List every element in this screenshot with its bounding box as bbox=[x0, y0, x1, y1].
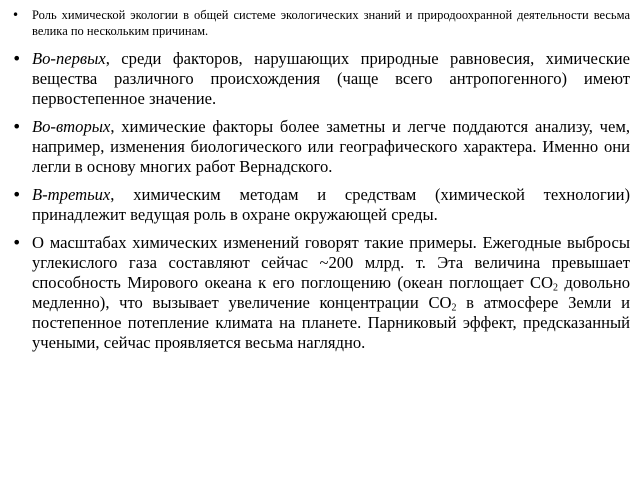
bullet-item-examples bbox=[10, 233, 630, 353]
subscript: 2 bbox=[451, 302, 457, 314]
bullet-icon: • bbox=[12, 233, 22, 252]
bullet-text-part: довольно медленно), что вызывает увеличение концентрации CO bbox=[32, 273, 630, 312]
bullet-icon: • bbox=[12, 49, 22, 68]
subscript: 2 bbox=[553, 282, 559, 294]
bullet-item-intro bbox=[10, 7, 630, 39]
bullet-text: , среди факторов, нарушающих природные равновесия, химические вещества различного происхождения (чаще всего антропогенного) имеют первостепенное значение. bbox=[32, 49, 630, 108]
bullet-text-part: в атмосфере Земли и постепенное потепление климата на планете. Парниковый эффект, предсказанный учеными, сейчас проявляется весьма наглядно. bbox=[32, 293, 630, 352]
bullet-list bbox=[10, 7, 630, 353]
bullet-item-third bbox=[10, 185, 630, 225]
bullet-icon: • bbox=[12, 117, 22, 136]
bullet-item-first bbox=[10, 49, 630, 109]
bullet-text-part: О масштабах химических изменений говорят такие примеры. Ежегодные выбросы углекислого газа составляют сейчас ~200 млрд. т. Эта величина превышает способность Мирового океана к его поглощению (океан поглощает CO bbox=[32, 233, 630, 292]
bullet-text: , химические факторы более заметны и легче поддаются анализу, чем, например, изменения биологического или географического характера. Именно они легли в основу многих работ Вернадского. bbox=[32, 117, 630, 176]
bullet-text: , химическим методам и средствам (химической технологии) принадлежит ведущая роль в охране окружающей среды. bbox=[32, 185, 630, 224]
bullet-lead-word: В-третьих bbox=[32, 185, 111, 204]
bullet-icon: • bbox=[12, 8, 20, 22]
bullet-item-second bbox=[10, 117, 630, 177]
bullet-lead-word: Во-первых bbox=[32, 49, 106, 68]
bullet-lead-word: Во-вторых bbox=[32, 117, 111, 136]
bullet-text: Роль химической экологии в общей системе экологических знаний и природоохранной деятельности весьма велика по нескольким причинам. bbox=[32, 8, 630, 38]
bullet-icon: • bbox=[12, 185, 22, 204]
